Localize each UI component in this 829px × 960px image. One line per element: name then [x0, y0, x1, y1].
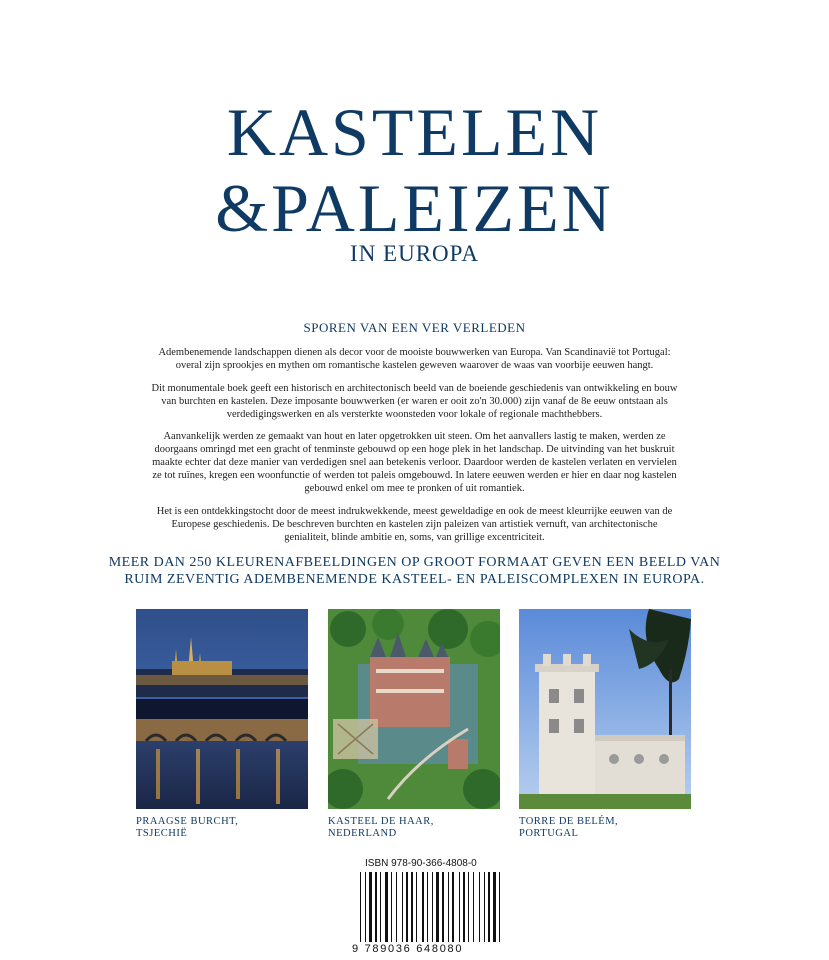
- barcode-bar: [385, 872, 388, 942]
- caption-prague-castle: [136, 816, 308, 840]
- barcode-bar: [406, 872, 408, 942]
- body-paragraph-3: Aanvankelijk werden ze gemaakt van hout en later opgetrokken uit steen. Om het aanvallers lastig te maken, werden ze doorgaans omringd met een gracht of tenminste gebouwd op een hoge plek in het landschap. De uitvinding van het buskruit maakte echter dat deze manier van verdedigen snel aan betekenis verloor. Daardoor werden de kastelen verlaten en vervielen ze tot ruïnes, kregen een woonfunctie of werden tot paleis omgebouwd. In latere eeuwen werden er hier en daar nog kastelen gebouwd enkel om mee te pronken of uit romantiek.: [152, 431, 677, 494]
- book-subtitle: IN EUROPA: [350, 241, 479, 266]
- barcode-bar: [488, 872, 490, 942]
- barcode-bar: [452, 872, 454, 942]
- barcode-bar: [396, 872, 397, 942]
- caption-line: TORRE DE BELÉM,: [519, 816, 619, 827]
- book-title-line1: KASTELEN: [226, 94, 603, 170]
- barcode-bar: [427, 872, 428, 942]
- barcode-bar: [411, 872, 413, 942]
- photo-prague-castle: [136, 609, 308, 809]
- body-paragraph-1: Adembenemende landschappen dienen als decor voor de mooiste bouwwerken van Europa. Van Scandinavië tot Portugal: overal zijn sprookjes en mythen om romantische kastelen geweven waarover de waas van voorbije eeuwen hangt.: [158, 347, 671, 371]
- barcode-bar: [473, 872, 474, 942]
- book-title-line2: &PALEIZEN: [215, 170, 614, 246]
- barcode-bar: [448, 872, 449, 942]
- barcode-bar: [459, 872, 460, 942]
- barcode-digits: 9 789036 648080: [352, 943, 464, 955]
- body-paragraph-2: Dit monumentale boek geeft een historisch en architectonisch beeld van de boeiende geschiedenis van ontwikkeling en bouw van burchten en kastelen. Deze imposante bouwwerken (er waren er ooit zo'n 30.000) zijn vanaf de 8e eeuw ontstaan als verdedigingswerken en als versterkte woonsteden voor lokale of regionale machthebbers.: [151, 383, 678, 420]
- barcode: [358, 872, 522, 942]
- photo-torre-de-belem: [519, 609, 691, 809]
- barcode-bar: [365, 872, 366, 942]
- barcode-bar: [442, 872, 444, 942]
- caption-kasteel-de-haar: [328, 816, 500, 840]
- barcode-bar: [369, 872, 372, 942]
- caption-line: TSJECHIË: [136, 828, 188, 839]
- barcode-bar: [360, 872, 361, 942]
- highlight-blurb: MEER DAN 250 KLEURENAFBEELDINGEN OP GROOT FORMAAT GEVEN EEN BEELD VAN RUIM ZEVENTIG ADEMBENEMENDE KASTEEL- EN PALEISCOMPLEXEN IN EUROPA.: [108, 555, 721, 587]
- barcode-bar: [391, 872, 392, 942]
- barcode-bar: [380, 872, 381, 942]
- isbn-number: ISBN 978-90-366-4808-0: [365, 858, 477, 869]
- barcode-bar: [416, 872, 417, 942]
- body-paragraph-4: Het is een ontdekkingstocht door de meest indrukwekkende, meest geweldadige en ook de meest kleurrijke eeuwen van de Europese geschiedenis. De beschreven burchten en kastelen zijn paleizen van artistiek vernuft, van architectonische genialiteit, blinde ambitie en, soms, van grillige excentriciteit.: [156, 506, 673, 543]
- caption-line: PORTUGAL: [519, 828, 579, 839]
- caption-line: KASTEEL DE HAAR,: [328, 816, 434, 827]
- section-heading: SPOREN VAN EEN VER VERLEDEN: [303, 320, 526, 335]
- barcode-bar: [375, 872, 377, 942]
- caption-line: PRAAGSE BURCHT,: [136, 816, 239, 827]
- barcode-bar: [432, 872, 433, 942]
- caption-torre-de-belem: [519, 816, 691, 840]
- barcode-bar: [479, 872, 480, 942]
- barcode-bar: [436, 872, 439, 942]
- barcode-bars: [358, 872, 522, 942]
- barcode-bar: [402, 872, 403, 942]
- barcode-bar: [468, 872, 469, 942]
- barcode-bar: [484, 872, 485, 942]
- caption-line: NEDERLAND: [328, 828, 397, 839]
- photo-kasteel-de-haar: [328, 609, 500, 809]
- barcode-bar: [422, 872, 424, 942]
- barcode-bar: [499, 872, 500, 942]
- barcode-bar: [463, 872, 465, 942]
- barcode-bar: [493, 872, 496, 942]
